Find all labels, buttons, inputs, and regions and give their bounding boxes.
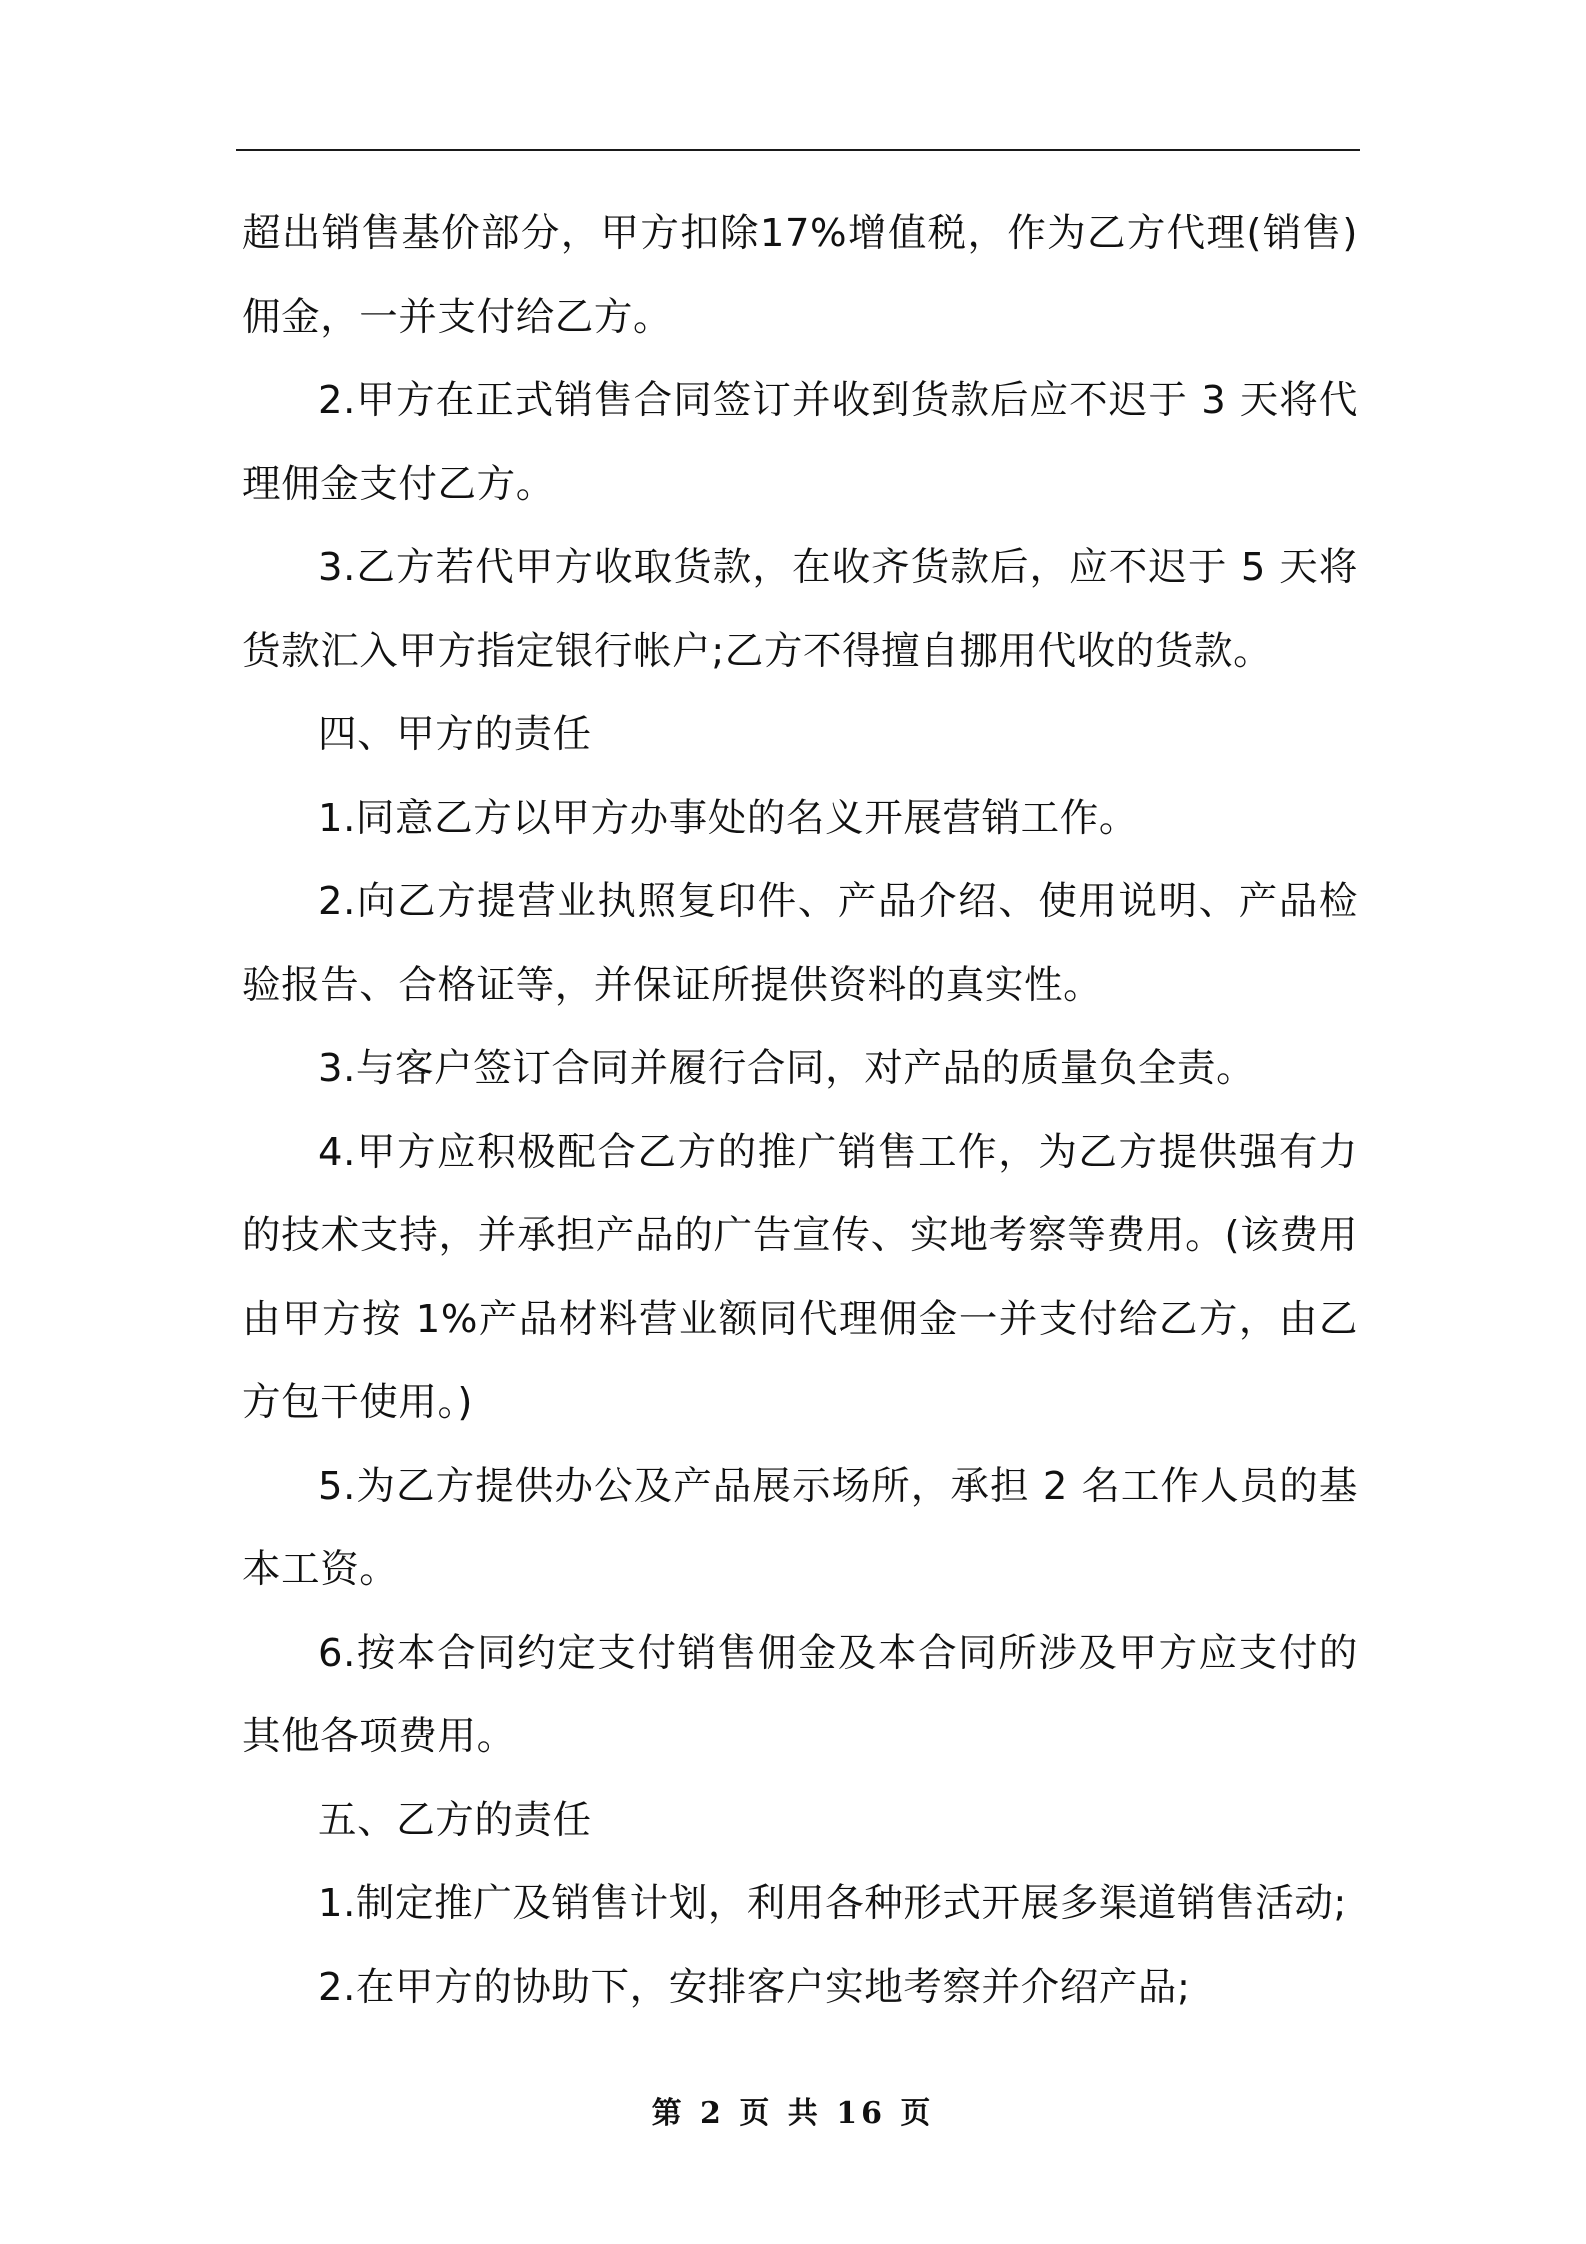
page-number-footer: 第 2 页 共 16 页 <box>651 2096 935 2131</box>
paragraph-party-a-item-5: 5.为乙方提供办公及产品展示场所，承担 2 名工作人员的基本工资。 <box>242 1463 1358 1592</box>
paragraph-party-b-item-1: 1.制定推广及销售计划，利用各种形式开展多渠道销售活动; <box>318 1881 1348 1926</box>
paragraph-party-a-item-6: 6.按本合同约定支付销售佣金及本合同所涉及甲方应支付的其他各项费用。 <box>242 1630 1358 1759</box>
paragraph-commission-payment: 2.甲方在正式销售合同签订并收到货款后应不迟于 3 天将代理佣金支付乙方。 <box>242 378 1358 507</box>
paragraph-party-b-item-2: 2.在甲方的协助下，安排客户实地考察并介绍产品; <box>318 1964 1191 2010</box>
header-rule <box>236 149 1360 151</box>
section-heading-party-a: 四、甲方的责任 <box>318 712 592 757</box>
paragraph-payment-collection: 3.乙方若代甲方收取货款，在收齐货款后，应不迟于 5 天将货款汇入甲方指定银行帐户;乙方不得擅自挪用代收的货款。 <box>242 545 1358 674</box>
section-heading-party-b: 五、乙方的责任 <box>318 1797 592 1843</box>
document-body <box>242 192 1358 2029</box>
paragraph-party-a-item-3: 3.与客户签订合同并履行合同，对产品的质量负全责。 <box>318 1046 1256 1091</box>
paragraph-party-a-item-2: 2.向乙方提营业执照复印件、产品介绍、使用说明、产品检验报告、合格证等，并保证所提供资料的真实性。 <box>242 879 1358 1008</box>
paragraph-commission-excess: 超出销售基价部分，甲方扣除17%增值税，作为乙方代理(销售)佣金，一并支付给乙方。 <box>242 211 1358 340</box>
paragraph-party-a-item-4: 4.甲方应积极配合乙方的推广销售工作，为乙方提供强有力的技术支持，并承担产品的广告宣传、实地考察等费用。(该费用由甲方按 1%产品材料营业额同代理佣金一并支付给乙方，由乙方包干使用。) <box>242 1129 1358 1425</box>
paragraph-party-a-item-1: 1.同意乙方以甲方办事处的名义开展营销工作。 <box>318 795 1138 841</box>
